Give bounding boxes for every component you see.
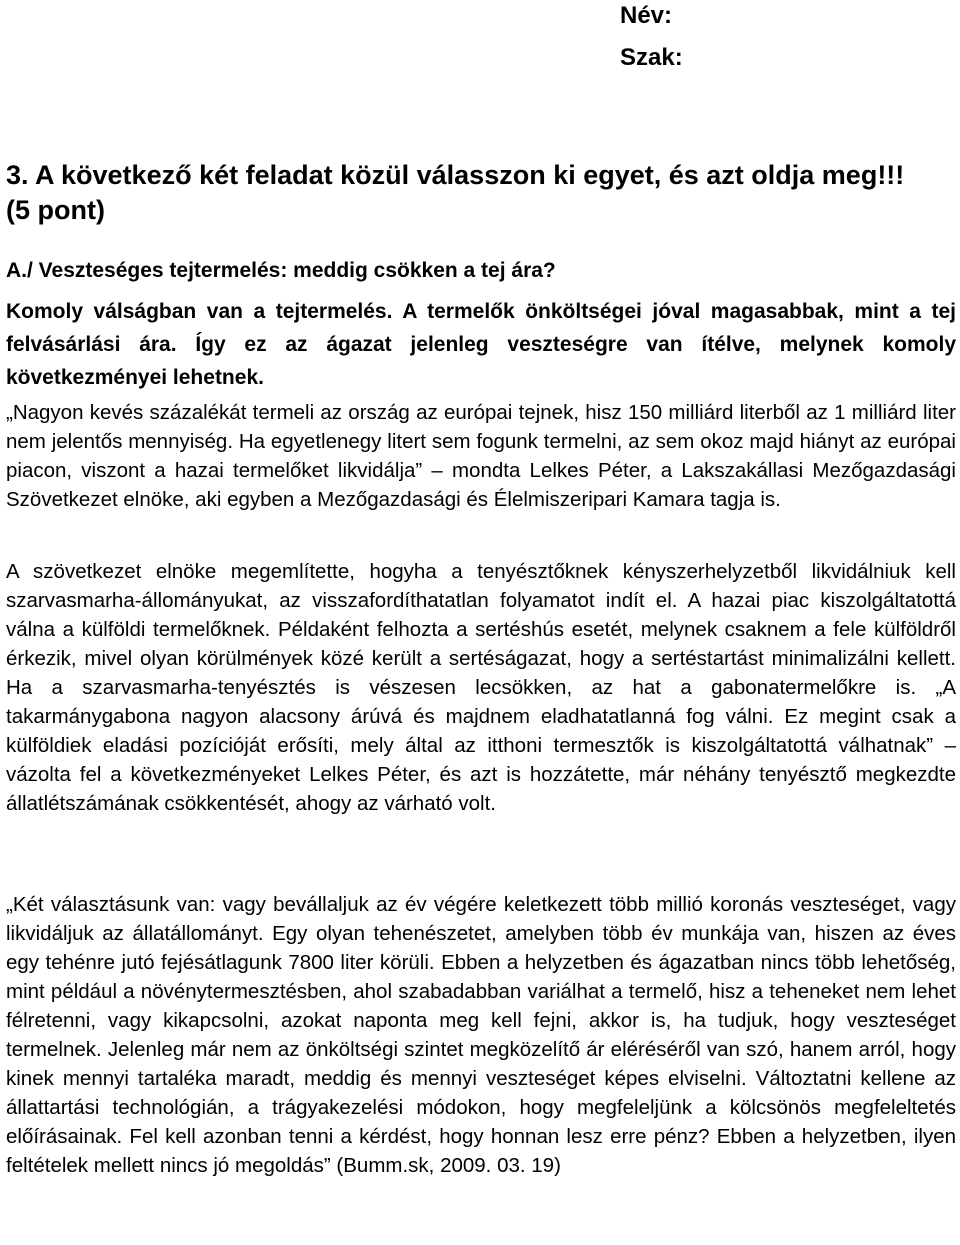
article-paragraph-2: A szövetkezet elnöke megemlítette, hogyha a tenyésztőknek kényszerhelyzetből likvidálniuk kell szarvasmarha-állományukat, az visszafordíthatatlan folyamatot indít el. A hazai piac kiszolgáltatottá válna a külföldi termelőknek. Példaként felhozta a sertéshús esetét, melynek csaknem a fele külföldről érkezik, mivel olyan körülmények közé került a sertéságazat, hogy a sertéstartást minimalizálni kellett. Ha a szarvasmarha-tenyésztés is vészesen lecsökken, az hat a gabonatermelőkre is. „A takarmánygabona nagyon alacsony árúvá és majdnem eladhatatlanná fog válni. Ez megint csak a külföldiek eladási pozícióját erősíti, mely által az itthoni termesztők is kiszolgáltatottá válhatnak” – vázolta fel a következményeket Lelkes Péter, és azt is hozzátette, már néhány tenyésztő megkezdte állatlétszámának csökkentését, ahogy az várható volt. [6,560,956,815]
task-subtitle: A./ Veszteséges tejtermelés: meddig csökken a tej ára? [6,259,556,282]
article-paragraph-1: „Nagyon kevés százalékát termeli az ország az európai tejnek, hisz 150 milliárd literből az 1 milliárd liter nem jelentős mennyiség. Ha egyetlenegy litert sem fogunk termelni, az sem okoz majd hiányt az európai piacon, viszont a hazai termelőket likvidálja” – mondta Lelkes Péter, a Lakszakállasi Mezőgazdasági Szövetkezet elnöke, aki egyben a Mezőgazdasági és Élelmiszeripari Kamara tagja is. [6,401,956,511]
article-paragraph-3: „Két választásunk van: vagy bevállaljuk az év végére keletkezett több millió koronás veszteséget, vagy likvidáljuk az állatállományt. Egy olyan tehenészetet, amelyben több év munkája van, hiszen az éves egy tehénre jutó fejésátlagunk 7800 liter körüli. Ebben a helyzetben és ágazatban nincs több lehetőség, mint például a növénytermesztésben, ahol szabadabban variálhat a termelő, hisz a teheneket nem lehet félretenni, vagy kikapcsolni, azokat naponta meg kell fejni, akkor is, ha tudjuk, hogy veszteséget termelnek. Jelenleg már nem az önköltségi szintet megközelítő ár eléréséről van szó, hanem arról, hogy kinek mennyi tartaléka maradt, meddig és mennyi veszteséget képes elviselni. Változtatni kellene az állattartási technológián, a trágyakezelési módokon, hogy megfeleljünk a kölcsönös megfeleltetés előírásainak. Fel kell azonban tenni a kérdést, hogy honnan lesz erre pénz? Ebben a helyzetben, ilyen feltételek mellett nincs jó megoldás” (Bumm.sk, 2009. 03. 19) [6,893,956,1177]
name-label: Név: [620,2,673,29]
lead-paragraph: Komoly válságban van a tejtermelés. A termelők önköltségei jóval magasabbak, mint a tej felvásárlási ára. Így ez az ágazat jelenleg veszteségre van ítélve, melynek komoly következményei lehetnek. [6,300,956,389]
major-label: Szak: [620,44,683,71]
task-title: 3. A következő két feladat közül válasszon ki egyet, és azt oldja meg!!! (5 pont) [6,160,905,225]
